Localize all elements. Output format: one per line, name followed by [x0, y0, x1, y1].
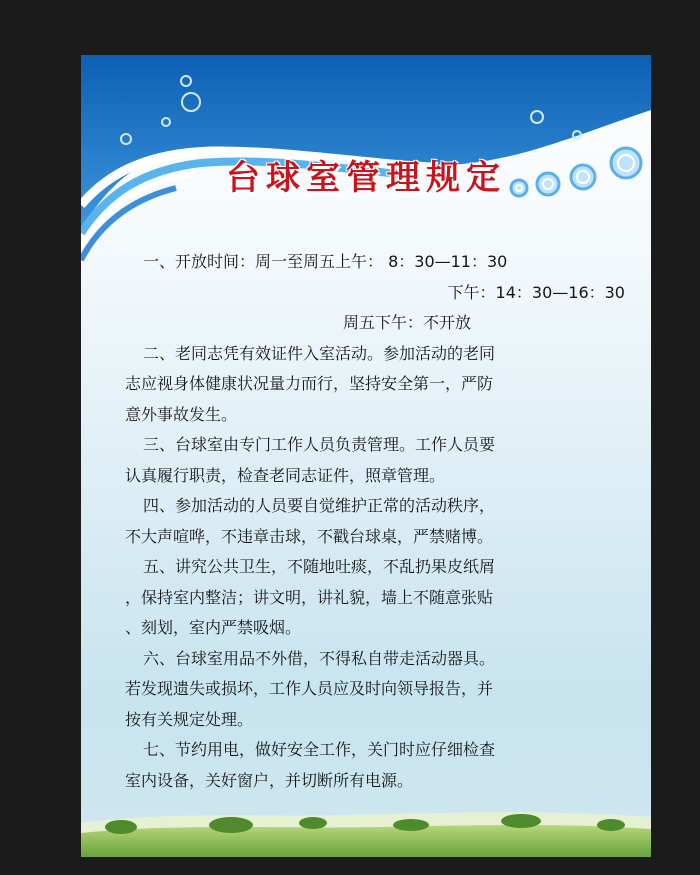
rule-line: 七、节约用电，做好安全工作，关门时应仔细检查 — [143, 740, 496, 759]
rule-line: 不大声喧哗，不违章击球，不戳台球桌，严禁赌博。 — [125, 526, 494, 546]
rule-line: 四、参加活动的人员要自觉维护正常的活动秩序， — [143, 496, 496, 515]
rule-line: 三、台球室由专门工作人员负责管理。工作人员要 — [143, 435, 496, 454]
page-title: 台球室管理规定 — [226, 158, 506, 198]
rule-line: 六、台球室用品不外借，不得私自带走活动器具。 — [143, 648, 496, 668]
rule-line: 一、开放时间：周一至周五上午： 8：30—11：30 — [143, 252, 508, 271]
rule-line: 下午：14：30—16：30 — [447, 282, 625, 302]
rule-line: 认真履行职责，检查老同志证件，照章管理。 — [125, 465, 446, 485]
rule-line: 五、讲究公共卫生，不随地吐痰，不乱扔果皮纸屑 — [143, 557, 496, 576]
rule-line: 按有关规定处理。 — [125, 709, 254, 729]
rule-line: 周五下午：不开放 — [343, 313, 472, 332]
rule-line: 志应视身体健康状况量力而行，坚持安全第一，严防 — [125, 374, 494, 393]
rule-line: 意外事故发生。 — [125, 404, 238, 424]
rule-line: ，保持室内整洁；讲文明，讲礼貌，墙上不随意张贴 — [125, 587, 494, 607]
rule-line: 室内设备，关好窗户，并切断所有电源。 — [125, 770, 414, 790]
poster — [81, 55, 651, 857]
rule-line: 若发现遗失或损坏，工作人员应及时向领导报告，并 — [125, 679, 494, 698]
grass-landscape — [81, 787, 651, 857]
rules-text — [125, 247, 625, 796]
rule-line: 、刻划，室内严禁吸烟。 — [125, 618, 302, 637]
rule-line: 二、老同志凭有效证件入室活动。参加活动的老同 — [143, 343, 496, 363]
